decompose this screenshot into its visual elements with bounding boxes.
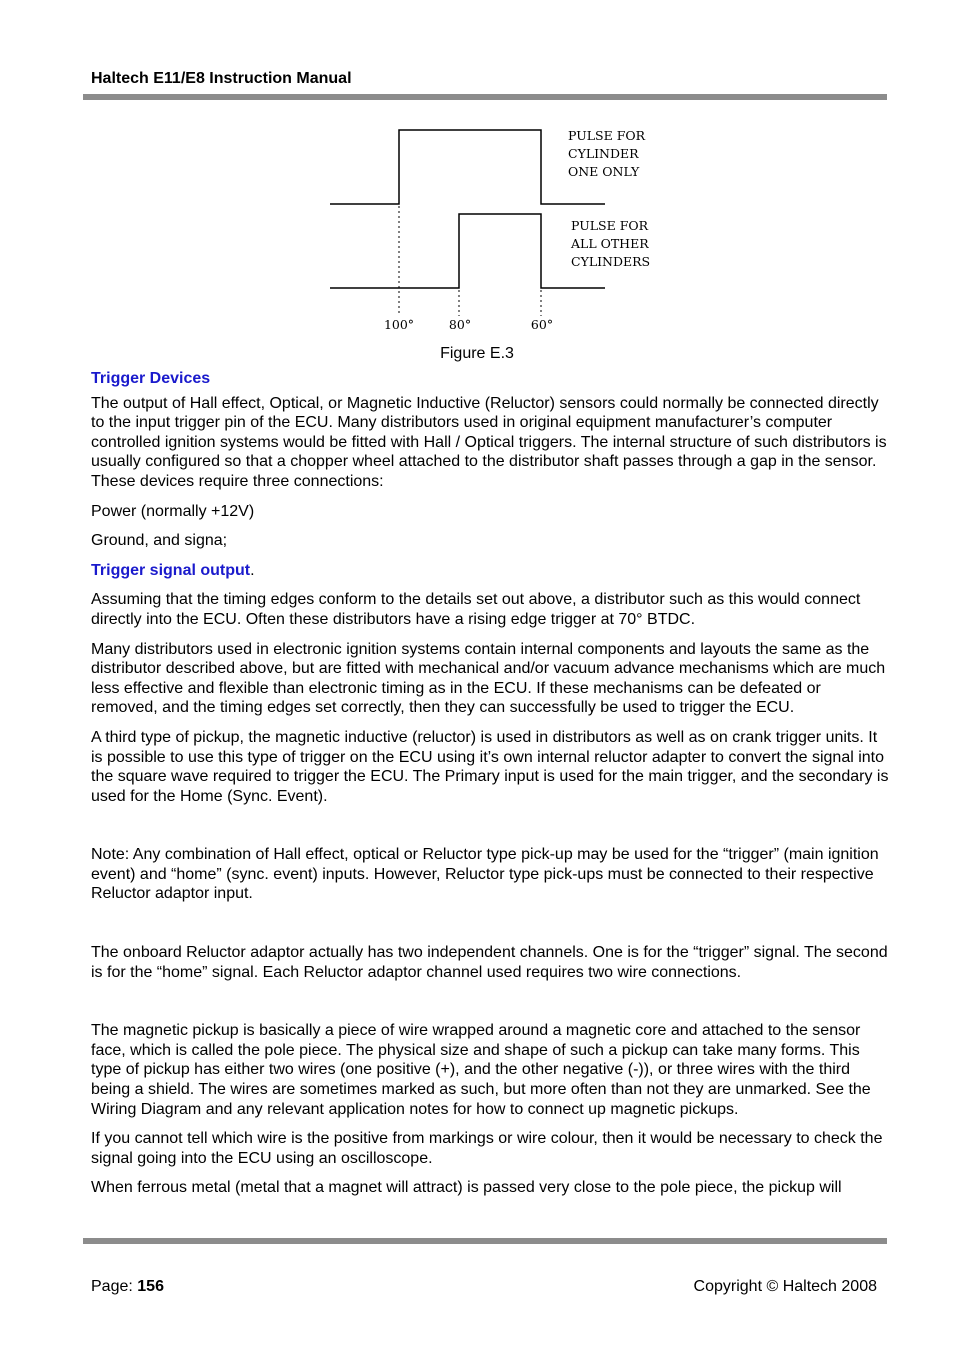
pulse1-label-line1: PULSE FOR — [568, 128, 646, 143]
paragraph: Power (normally +12V) — [91, 502, 255, 520]
tick-label-100: 100° — [383, 317, 415, 332]
paragraph: Assuming that the timing edges conform to the details set out above, a distributor such as this would connect directly into the ECU. Often these distributors have a rising edge trigger at 70° BTDC. — [91, 591, 861, 628]
pulse2-label-line1: PULSE FOR — [571, 218, 649, 233]
paragraph: When ferrous metal (metal that a magnet will attract) is passed very close to the pole piece, the pickup will — [91, 1179, 842, 1197]
paragraph: Ground, and signa; — [91, 532, 228, 550]
other-cylinders-pulse — [330, 214, 605, 288]
paragraph: If you cannot tell which wire is the positive from markings or wire colour, then it would be necessary to check the signal going into the ECU using an oscilloscope. — [91, 1130, 883, 1167]
pulse2-label-line2: ALL OTHER — [571, 236, 649, 251]
heading-trigger-signal-output: Trigger signal output — [91, 561, 251, 579]
tick-label-60: 60° — [530, 317, 554, 332]
note-paragraph: Note: Any combination of Hall effect, optical or Reluctor type pick-up may be used for the “trigger” (main ignition event) and “home” (sync. event) inputs. However, Reluctor type pick-ups must be connected to their respective Reluctor adaptor input. — [91, 846, 879, 903]
page-label: Page: — [91, 1278, 138, 1295]
heading-trigger-devices: Trigger Devices — [91, 370, 211, 387]
pulse1-label-line3: ONE ONLY — [568, 164, 640, 179]
footer-rule — [83, 1238, 887, 1244]
paragraph: Many distributors used in electronic ignition systems contain internal components and layouts the same as the distributor described above, but are fitted with mechanical and/or vacuum advance mechanisms which are much less effective and flexible than electronic timing as in the ECU. If these mechanisms can be defeated or removed, and the timing edges set correctly, then they can successfully be used to trigger the ECU. — [91, 640, 886, 717]
page-number-value: 156 — [137, 1278, 164, 1295]
paragraph: A third type of pickup, the magnetic inductive (reluctor) is used in distributors as well as on crank trigger units. It is possible to use this type of trigger on the ECU using it’s own internal reluctor adapter to convert the signal into the square wave required to trigger the ECU. The Primary input is used for the main trigger, and the secondary is used for the Home (Sync. Event). — [91, 728, 889, 805]
main-content — [91, 369, 891, 1208]
tick-label-80: 80° — [448, 317, 472, 332]
header-rule — [83, 94, 887, 100]
copyright: Copyright © Haltech 2008 — [693, 1278, 877, 1295]
heading-suffix: . — [250, 561, 255, 579]
page-number — [91, 1278, 164, 1296]
paragraph: The onboard Reluctor adaptor actually has two independent channels. One is for the “trigger” signal. The second is for the “home” signal. Each Reluctor adaptor channel used requires two wire connections. — [91, 944, 888, 981]
paragraph: The magnetic pickup is basically a piece of wire wrapped around a magnetic core and attached to the sensor face, which is called the pole piece. The physical size and shape of such a pickup can take many forms. This type of pickup has either two wires (one positive (+), and the other negative (-)), or three wires with the third being a shield. The wires are sometimes marked as such, but more often than not they are unmarked. See the Wiring Diagram and any relevant application notes for how to connect up magnetic pickups. — [91, 1022, 871, 1118]
cylinder-one-pulse — [330, 130, 605, 204]
document-header-title: Haltech E11/E8 Instruction Manual — [91, 70, 352, 87]
pulse2-label-line3: CYLINDERS — [571, 254, 651, 269]
paragraph: The output of Hall effect, Optical, or Magnetic Inductive (Reluctor) sensors could normally be connected directly to the input trigger pin of the ECU. Many distributors used in original equipment manufacturer’s computer controlled ignition systems would be fitted with Hall / Optical triggers. The internal structure of such distributors is usually configured so that a chopper wheel attached to the distributor shaft passes through a gap in the sensor. These devices require three connections: — [91, 394, 887, 490]
timing-diagram — [320, 120, 660, 340]
figure-caption: Figure E.3 — [440, 345, 514, 362]
pulse1-label-line2: CYLINDER — [568, 146, 639, 161]
